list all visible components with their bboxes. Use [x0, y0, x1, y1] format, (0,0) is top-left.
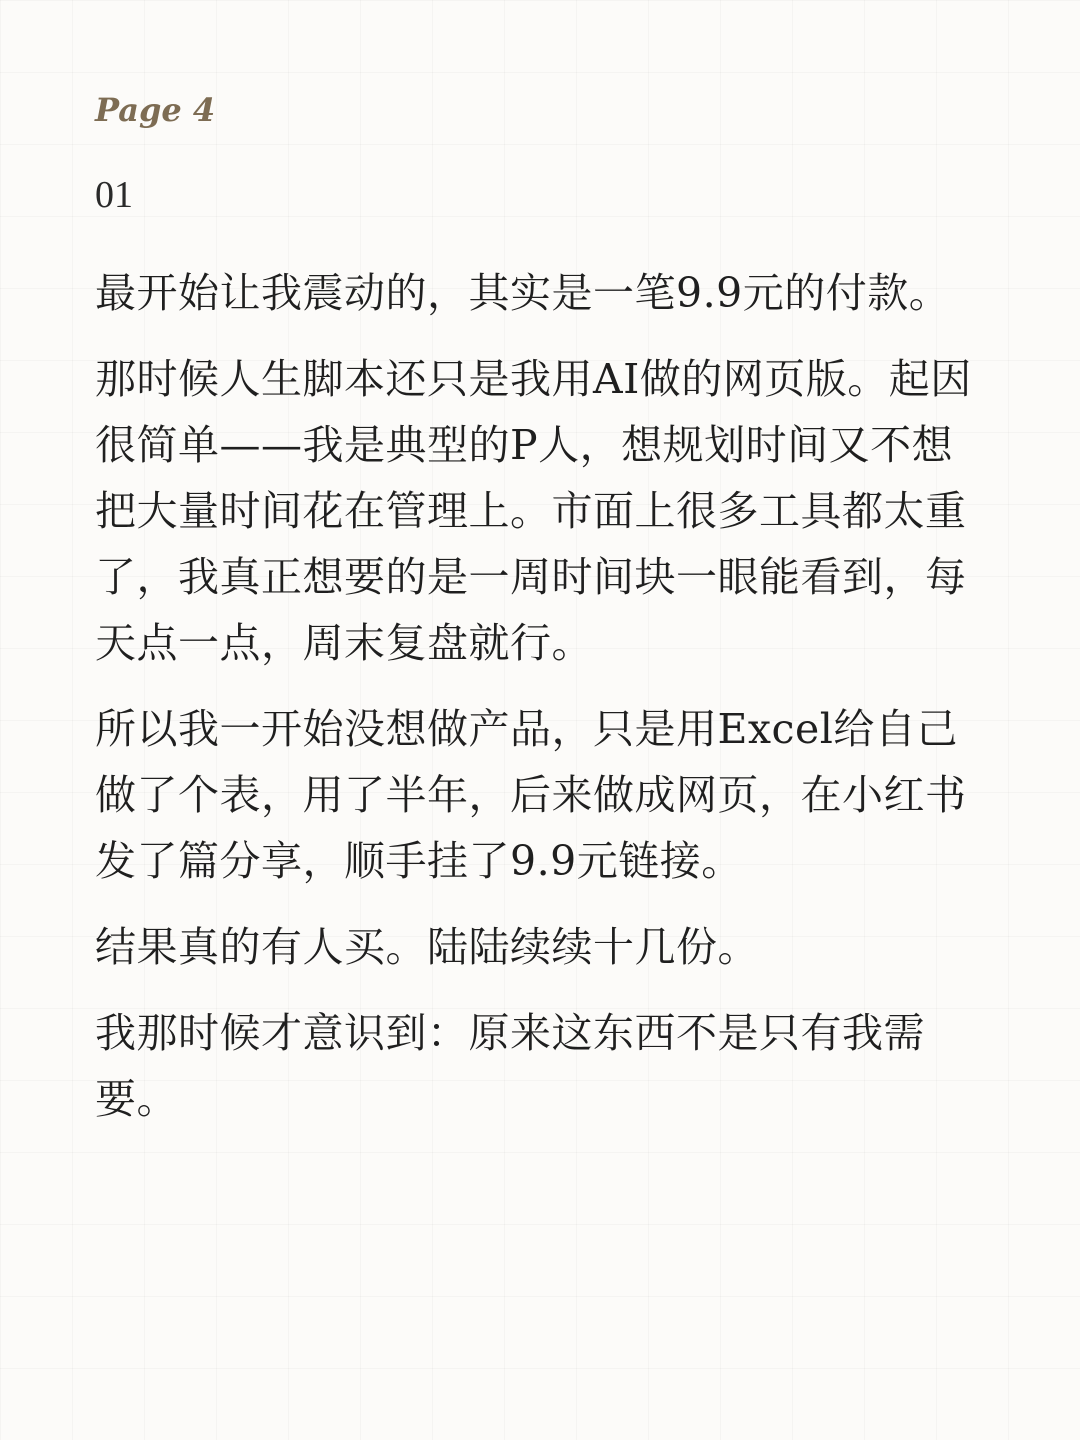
paragraph-4: 结果真的有人买。陆陆续续十几份。	[95, 923, 759, 971]
article-body	[95, 260, 975, 1132]
page-label: Page 4	[95, 91, 216, 129]
paragraph-3: 所以我一开始没想做产品，只是用Excel给自己做了个表，用了半年，后来做成网页，在小红书发了篇分享，顺手挂了9.9元链接。	[95, 705, 967, 885]
paragraph-1: 最开始让我震动的，其实是一笔9.9元的付款。	[95, 269, 951, 317]
section-number: 01	[95, 174, 133, 216]
paragraph-5: 我那时候才意识到：原来这东西不是只有我需要。	[95, 1009, 925, 1123]
paragraph-2: 那时候人生脚本还只是我用AI做的网页版。起因很简单——我是典型的P人，想规划时间又不想把大量时间花在管理上。市面上很多工具都太重了，我真正想要的是一周时间块一眼能看到，每天点一点，周末复盘就行。	[95, 355, 972, 667]
